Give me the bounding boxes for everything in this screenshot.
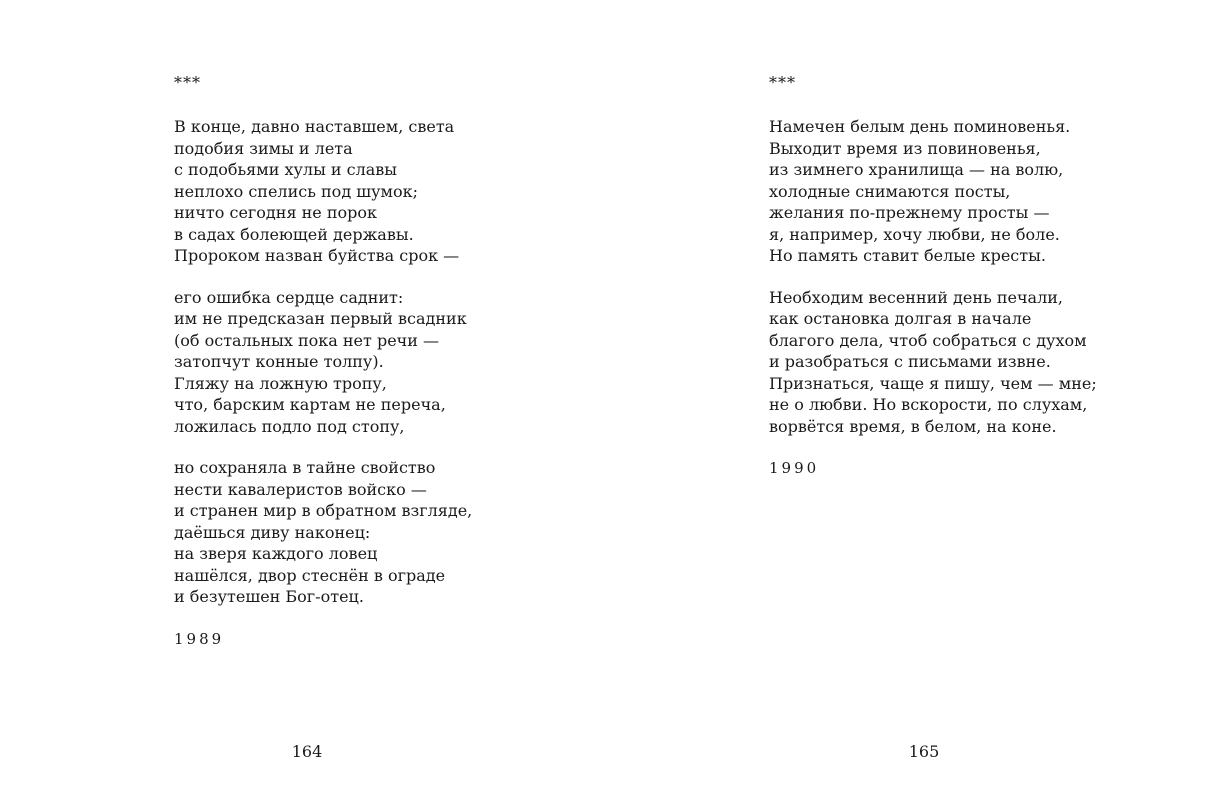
stanza bbox=[174, 116, 472, 267]
poem-line: на зверя каждого ловец bbox=[174, 544, 378, 563]
poem-line: ворвётся время, в белом, на коне. bbox=[769, 416, 1057, 436]
poem-line: Но память ставит белые кресты. bbox=[769, 246, 1046, 265]
poem-line: подобия зимы и лета bbox=[174, 138, 353, 158]
right-page bbox=[615, 0, 1230, 800]
poem-line: что, барским картам не переча, bbox=[174, 395, 446, 414]
poem-line: с подобьями хулы и славы bbox=[174, 160, 398, 179]
poem-line: затопчут конные толпу). bbox=[174, 352, 384, 371]
poem-line: и разобраться с письмами извне. bbox=[769, 352, 1051, 371]
poem-line: неплохо спелись под шумок; bbox=[174, 181, 419, 201]
poem-line: желания по-прежнему просты — bbox=[769, 203, 1050, 222]
poem-year: 1989 bbox=[174, 629, 225, 648]
stanza bbox=[769, 287, 1097, 438]
poem-line: но сохраняла в тайне свойство bbox=[174, 458, 436, 477]
poem-line: благого дела, чтоб собраться с духом bbox=[769, 330, 1087, 350]
poem-separator: *** bbox=[174, 73, 201, 92]
poem-line: нести кавалеристов войско — bbox=[174, 479, 427, 499]
poem-line: Признаться, чаще я пишу, чем — мне; bbox=[769, 373, 1097, 393]
poem-separator: *** bbox=[769, 73, 796, 92]
poem-line: ложилась подло под стопу, bbox=[174, 416, 405, 436]
left-poem bbox=[174, 72, 472, 650]
stanza bbox=[174, 287, 472, 438]
page-number: 164 bbox=[291, 742, 323, 761]
poem-line: Необходим весенний день печали, bbox=[769, 287, 1063, 307]
right-poem bbox=[769, 72, 1097, 479]
poem-line: В конце, давно наставшем, света bbox=[174, 117, 455, 136]
poem-line: даёшься диву наконец: bbox=[174, 522, 371, 542]
poem-line: им не предсказан первый всадник bbox=[174, 309, 467, 328]
poem-line: я, например, хочу любви, не боле. bbox=[769, 224, 1060, 244]
poem-line: Намечен белым день поминовенья. bbox=[769, 117, 1071, 136]
poem-year: 1990 bbox=[769, 459, 820, 477]
poem-line: не о любви. Но вскорости, по слухам, bbox=[769, 395, 1088, 414]
poem-line: ничто сегодня не порок bbox=[174, 203, 378, 222]
poem-line: из зимнего хранилища — на волю, bbox=[769, 160, 1064, 179]
poem-line: нашёлся, двор стеснён в ограде bbox=[174, 565, 446, 585]
poem-line: Выходит время из повиновенья, bbox=[769, 138, 1041, 158]
poem-line: в садах болеющей державы. bbox=[174, 224, 414, 244]
poem-line: его ошибка сердце саднит: bbox=[174, 287, 404, 307]
stanza bbox=[769, 116, 1097, 267]
poem-line: как остановка долгая в начале bbox=[769, 309, 1032, 328]
stanza bbox=[174, 457, 472, 608]
poem-line: (об остальных пока нет речи — bbox=[174, 330, 439, 350]
poem-line: и странен мир в обратном взгляде, bbox=[174, 501, 473, 520]
poem-line: Гляжу на ложную тропу, bbox=[174, 373, 387, 393]
poem-line: и безутешен Бог-отец. bbox=[174, 587, 364, 606]
page-number: 165 bbox=[908, 742, 940, 761]
poem-line: холодные снимаются посты, bbox=[769, 181, 1011, 201]
poem-line: Пророком назван буйства срок — bbox=[174, 246, 460, 265]
